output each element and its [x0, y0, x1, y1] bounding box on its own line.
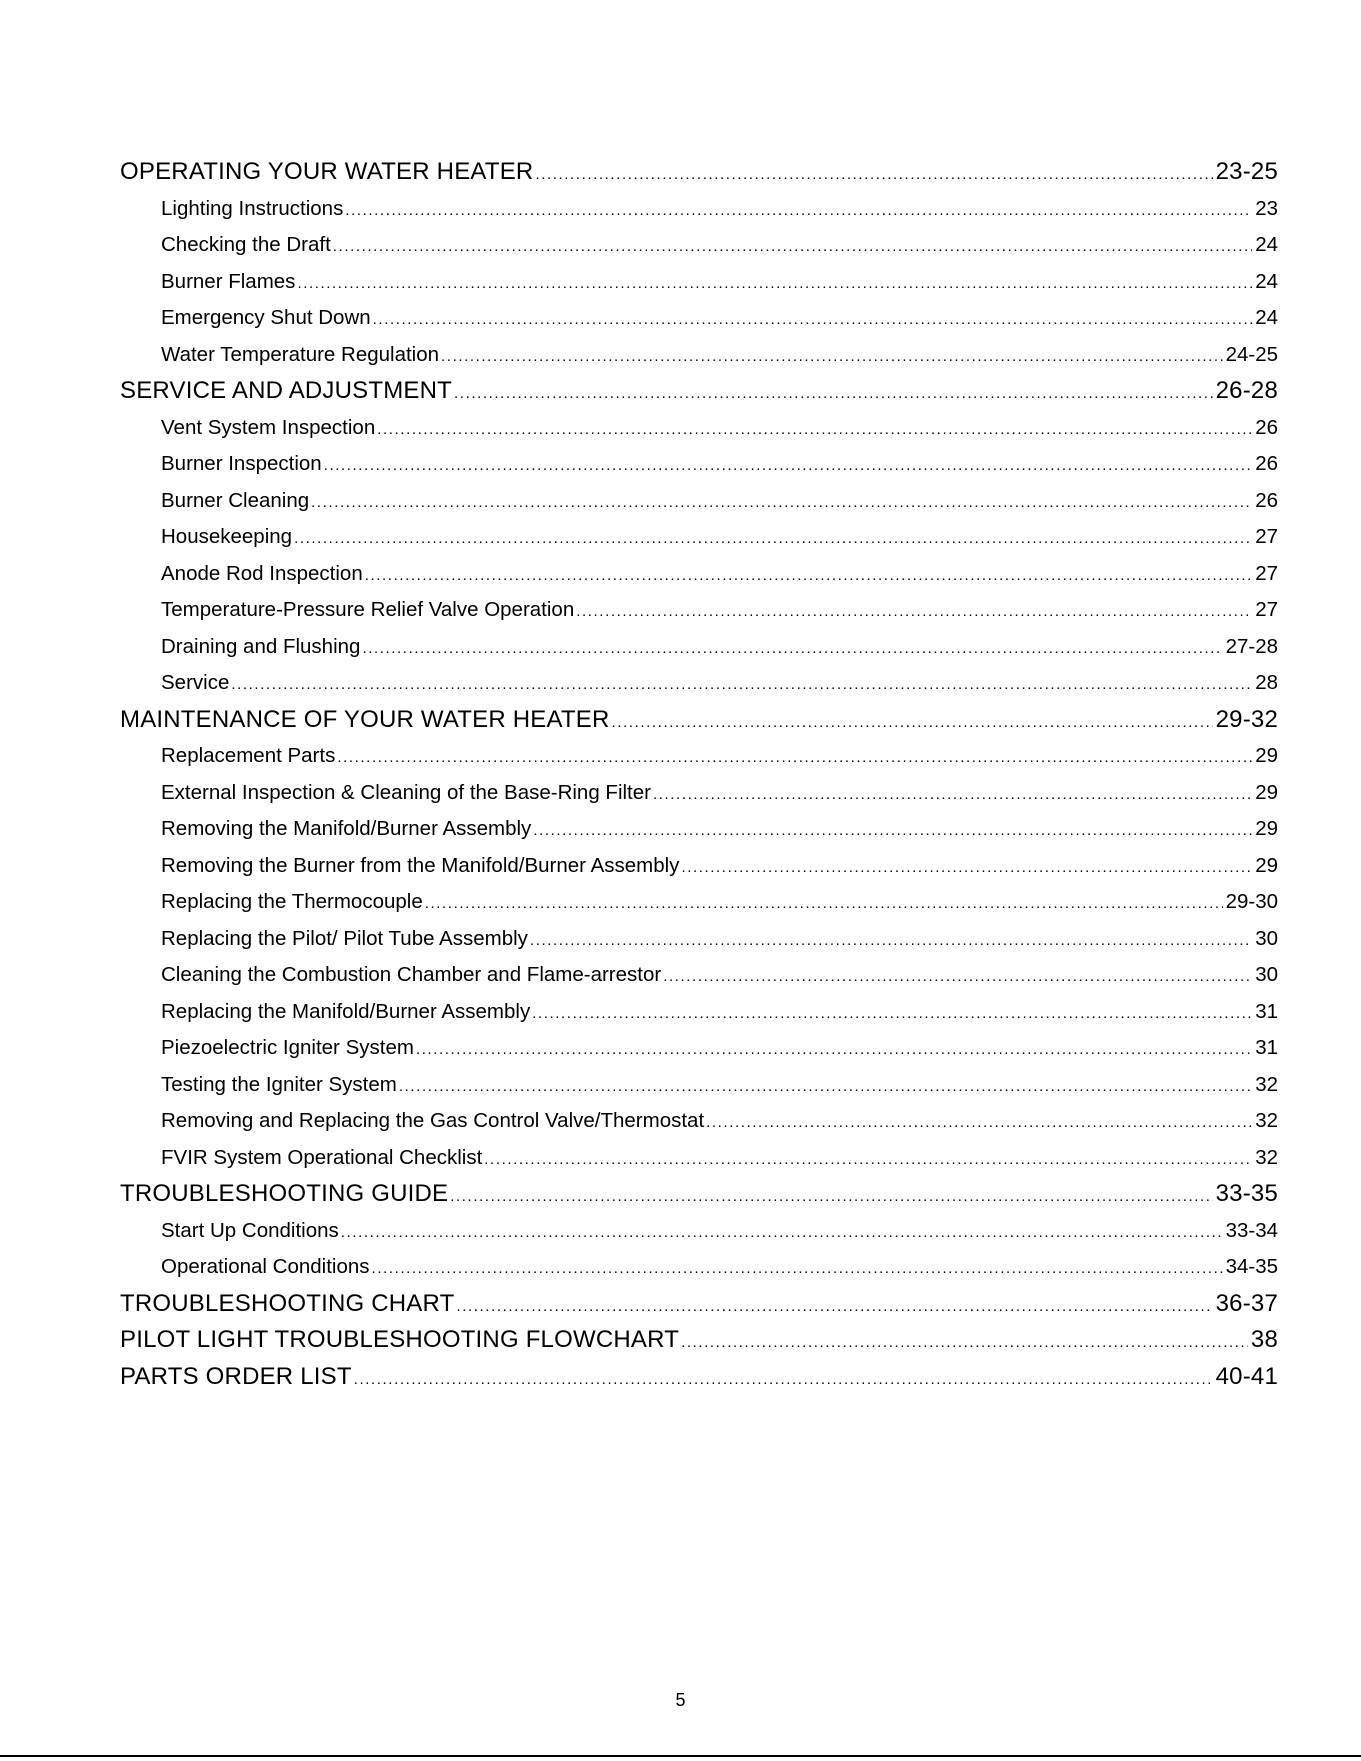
toc-entry-page: 40-41 — [1215, 1362, 1278, 1390]
toc-entry-title: Anode Rod Inspection — [161, 561, 363, 585]
bottom-rule — [0, 1755, 1361, 1757]
dot-leader — [373, 302, 1253, 337]
toc-entry-title: Removing the Manifold/Burner Assembly — [161, 817, 532, 840]
toc-subsection-entry — [120, 1140, 1278, 1177]
dot-leader — [341, 1215, 1223, 1250]
dot-leader — [337, 740, 1252, 775]
toc-entry-page: 29 — [1255, 853, 1278, 877]
toc-subsection-entry — [120, 191, 1278, 228]
dot-leader — [533, 813, 1252, 848]
toc-section-entry — [120, 1286, 1278, 1323]
toc-subsection-entry — [120, 665, 1278, 702]
toc-entry-title: Replacing the Pilot/ Pilot Tube Assembly — [161, 926, 528, 950]
toc-entry-page: 27 — [1255, 525, 1278, 548]
dot-leader — [294, 521, 1252, 556]
toc-entry-title: Emergency Shut Down — [161, 306, 371, 329]
toc-entry-page: 26 — [1255, 488, 1278, 512]
toc-entry-title: Piezoelectric Igniter System — [161, 1036, 414, 1059]
dot-leader — [377, 412, 1252, 447]
toc-entry-page: 32 — [1255, 1109, 1278, 1132]
toc-entry-title: Draining and Flushing — [161, 634, 361, 658]
toc-entry-page: 31 — [1255, 999, 1278, 1023]
dot-leader — [372, 1251, 1223, 1286]
toc-entry-title: Water Temperature Regulation — [161, 342, 440, 366]
toc-entry-page: 29-30 — [1225, 890, 1278, 913]
toc-subsection-entry — [120, 884, 1278, 921]
toc-entry-page: 33-35 — [1215, 1180, 1278, 1207]
table-of-contents — [120, 154, 1278, 1395]
dot-leader — [416, 1032, 1252, 1067]
dot-leader — [681, 1325, 1248, 1359]
toc-entry-page: 23-25 — [1215, 158, 1278, 185]
toc-entry-title: Temperature-Pressure Relief Valve Operation — [161, 598, 575, 621]
toc-entry-page: 26-28 — [1215, 377, 1278, 404]
toc-section-entry — [120, 154, 1278, 191]
toc-subsection-entry — [120, 811, 1278, 848]
dot-leader — [681, 850, 1252, 885]
toc-entry-page: 24 — [1255, 306, 1278, 329]
toc-entry-title: PILOT LIGHT TROUBLESHOOTING FLOWCHART — [120, 1326, 680, 1353]
toc-subsection-entry — [120, 227, 1278, 264]
toc-entry-title: External Inspection & Cleaning of the Base-Ring Filter — [161, 780, 651, 804]
dot-leader — [653, 777, 1252, 812]
toc-entry-title: TROUBLESHOOTING CHART — [120, 1289, 455, 1317]
toc-entry-title: Replacement Parts — [161, 744, 336, 767]
toc-subsection-entry — [120, 994, 1278, 1031]
toc-subsection-entry — [120, 957, 1278, 994]
dot-leader — [345, 193, 1252, 228]
toc-subsection-entry — [120, 410, 1278, 447]
toc-entry-page: 31 — [1255, 1036, 1278, 1059]
toc-entry-title: Burner Flames — [161, 269, 296, 293]
toc-entry-page: 38 — [1250, 1326, 1278, 1353]
toc-entry-page: 29 — [1255, 744, 1278, 767]
dot-leader — [484, 1142, 1252, 1177]
dot-leader — [362, 631, 1222, 666]
toc-entry-title: Removing the Burner from the Manifold/Burner Assembly — [161, 853, 680, 877]
toc-subsection-entry — [120, 1213, 1278, 1250]
dot-leader — [311, 485, 1252, 520]
toc-subsection-entry — [120, 1067, 1278, 1104]
toc-subsection-entry — [120, 483, 1278, 520]
dot-leader — [450, 1179, 1212, 1213]
toc-entry-page: 28 — [1255, 671, 1278, 694]
toc-entry-page: 27-28 — [1225, 634, 1278, 658]
toc-entry-title: Checking the Draft — [161, 233, 331, 256]
toc-entry-title: Lighting Instructions — [161, 196, 344, 220]
toc-subsection-entry — [120, 921, 1278, 958]
toc-subsection-entry — [120, 1249, 1278, 1286]
toc-entry-title: Housekeeping — [161, 525, 293, 548]
dot-leader — [399, 1069, 1252, 1104]
toc-entry-title: PARTS ORDER LIST — [120, 1362, 352, 1390]
toc-subsection-entry — [120, 629, 1278, 666]
toc-entry-page: 30 — [1255, 926, 1278, 950]
toc-entry-page: 32 — [1255, 1072, 1278, 1096]
toc-entry-page: 29-32 — [1215, 705, 1278, 733]
toc-subsection-entry — [120, 592, 1278, 629]
toc-entry-page: 24 — [1255, 269, 1278, 293]
toc-entry-page: 30 — [1255, 963, 1278, 986]
dot-leader — [576, 594, 1252, 629]
toc-section-entry — [120, 1322, 1278, 1359]
toc-entry-title: Replacing the Manifold/Burner Assembly — [161, 999, 531, 1023]
toc-entry-title: Removing and Replacing the Gas Control Valve/Thermostat — [161, 1109, 705, 1132]
toc-entry-page: 26 — [1255, 415, 1278, 439]
toc-entry-title: Replacing the Thermocouple — [161, 890, 423, 913]
toc-entry-title: SERVICE AND ADJUSTMENT — [120, 377, 453, 404]
toc-section-entry — [120, 702, 1278, 739]
dot-leader — [706, 1105, 1252, 1140]
dot-leader — [454, 376, 1213, 410]
toc-entry-page: 34-35 — [1225, 1255, 1278, 1278]
toc-subsection-entry — [120, 519, 1278, 556]
toc-subsection-entry — [120, 738, 1278, 775]
toc-subsection-entry — [120, 300, 1278, 337]
dot-leader — [365, 558, 1252, 593]
toc-subsection-entry — [120, 1030, 1278, 1067]
dot-leader — [456, 1289, 1212, 1323]
toc-entry-title: OPERATING YOUR WATER HEATER — [120, 158, 534, 185]
toc-entry-title: Testing the Igniter System — [161, 1072, 397, 1096]
dot-leader — [612, 705, 1213, 739]
toc-entry-page: 24 — [1255, 233, 1278, 256]
dot-leader — [441, 339, 1223, 374]
toc-subsection-entry — [120, 848, 1278, 885]
dot-leader — [532, 996, 1252, 1031]
dot-leader — [297, 266, 1252, 301]
toc-subsection-entry — [120, 337, 1278, 374]
toc-entry-title: Vent System Inspection — [161, 415, 376, 439]
toc-subsection-entry — [120, 556, 1278, 593]
toc-entry-page: 27 — [1255, 561, 1278, 585]
dot-leader — [333, 229, 1252, 264]
toc-entry-page: 29 — [1255, 780, 1278, 804]
toc-entry-title: FVIR System Operational Checklist — [161, 1145, 483, 1169]
toc-entry-page: 36-37 — [1215, 1289, 1278, 1317]
toc-entry-page: 27 — [1255, 598, 1278, 621]
toc-entry-title: Operational Conditions — [161, 1255, 370, 1278]
dot-leader — [324, 448, 1253, 483]
toc-section-entry — [120, 1176, 1278, 1213]
toc-entry-title: MAINTENANCE OF YOUR WATER HEATER — [120, 705, 610, 733]
dot-leader — [425, 886, 1223, 921]
page-number: 5 — [675, 1690, 686, 1710]
dot-leader — [535, 157, 1212, 191]
toc-subsection-entry — [120, 446, 1278, 483]
toc-subsection-entry — [120, 1103, 1278, 1140]
toc-section-entry — [120, 1359, 1278, 1396]
dot-leader — [530, 923, 1252, 958]
toc-entry-page: 26 — [1255, 452, 1278, 475]
toc-entry-page: 23 — [1255, 196, 1278, 220]
toc-entry-title: Burner Inspection — [161, 452, 322, 475]
toc-section-entry — [120, 373, 1278, 410]
toc-entry-title: TROUBLESHOOTING GUIDE — [120, 1180, 449, 1207]
toc-entry-page: 33-34 — [1225, 1218, 1278, 1242]
toc-entry-page: 32 — [1255, 1145, 1278, 1169]
toc-entry-page: 29 — [1255, 817, 1278, 840]
toc-entry-title: Cleaning the Combustion Chamber and Flame-arrestor — [161, 963, 662, 986]
dot-leader — [663, 959, 1252, 994]
toc-entry-title: Service — [161, 671, 230, 694]
toc-subsection-entry — [120, 775, 1278, 812]
toc-entry-title: Burner Cleaning — [161, 488, 310, 512]
toc-entry-page: 24-25 — [1225, 342, 1278, 366]
dot-leader — [354, 1362, 1213, 1396]
dot-leader — [231, 667, 1252, 702]
toc-entry-title: Start Up Conditions — [161, 1218, 339, 1242]
toc-subsection-entry — [120, 264, 1278, 301]
